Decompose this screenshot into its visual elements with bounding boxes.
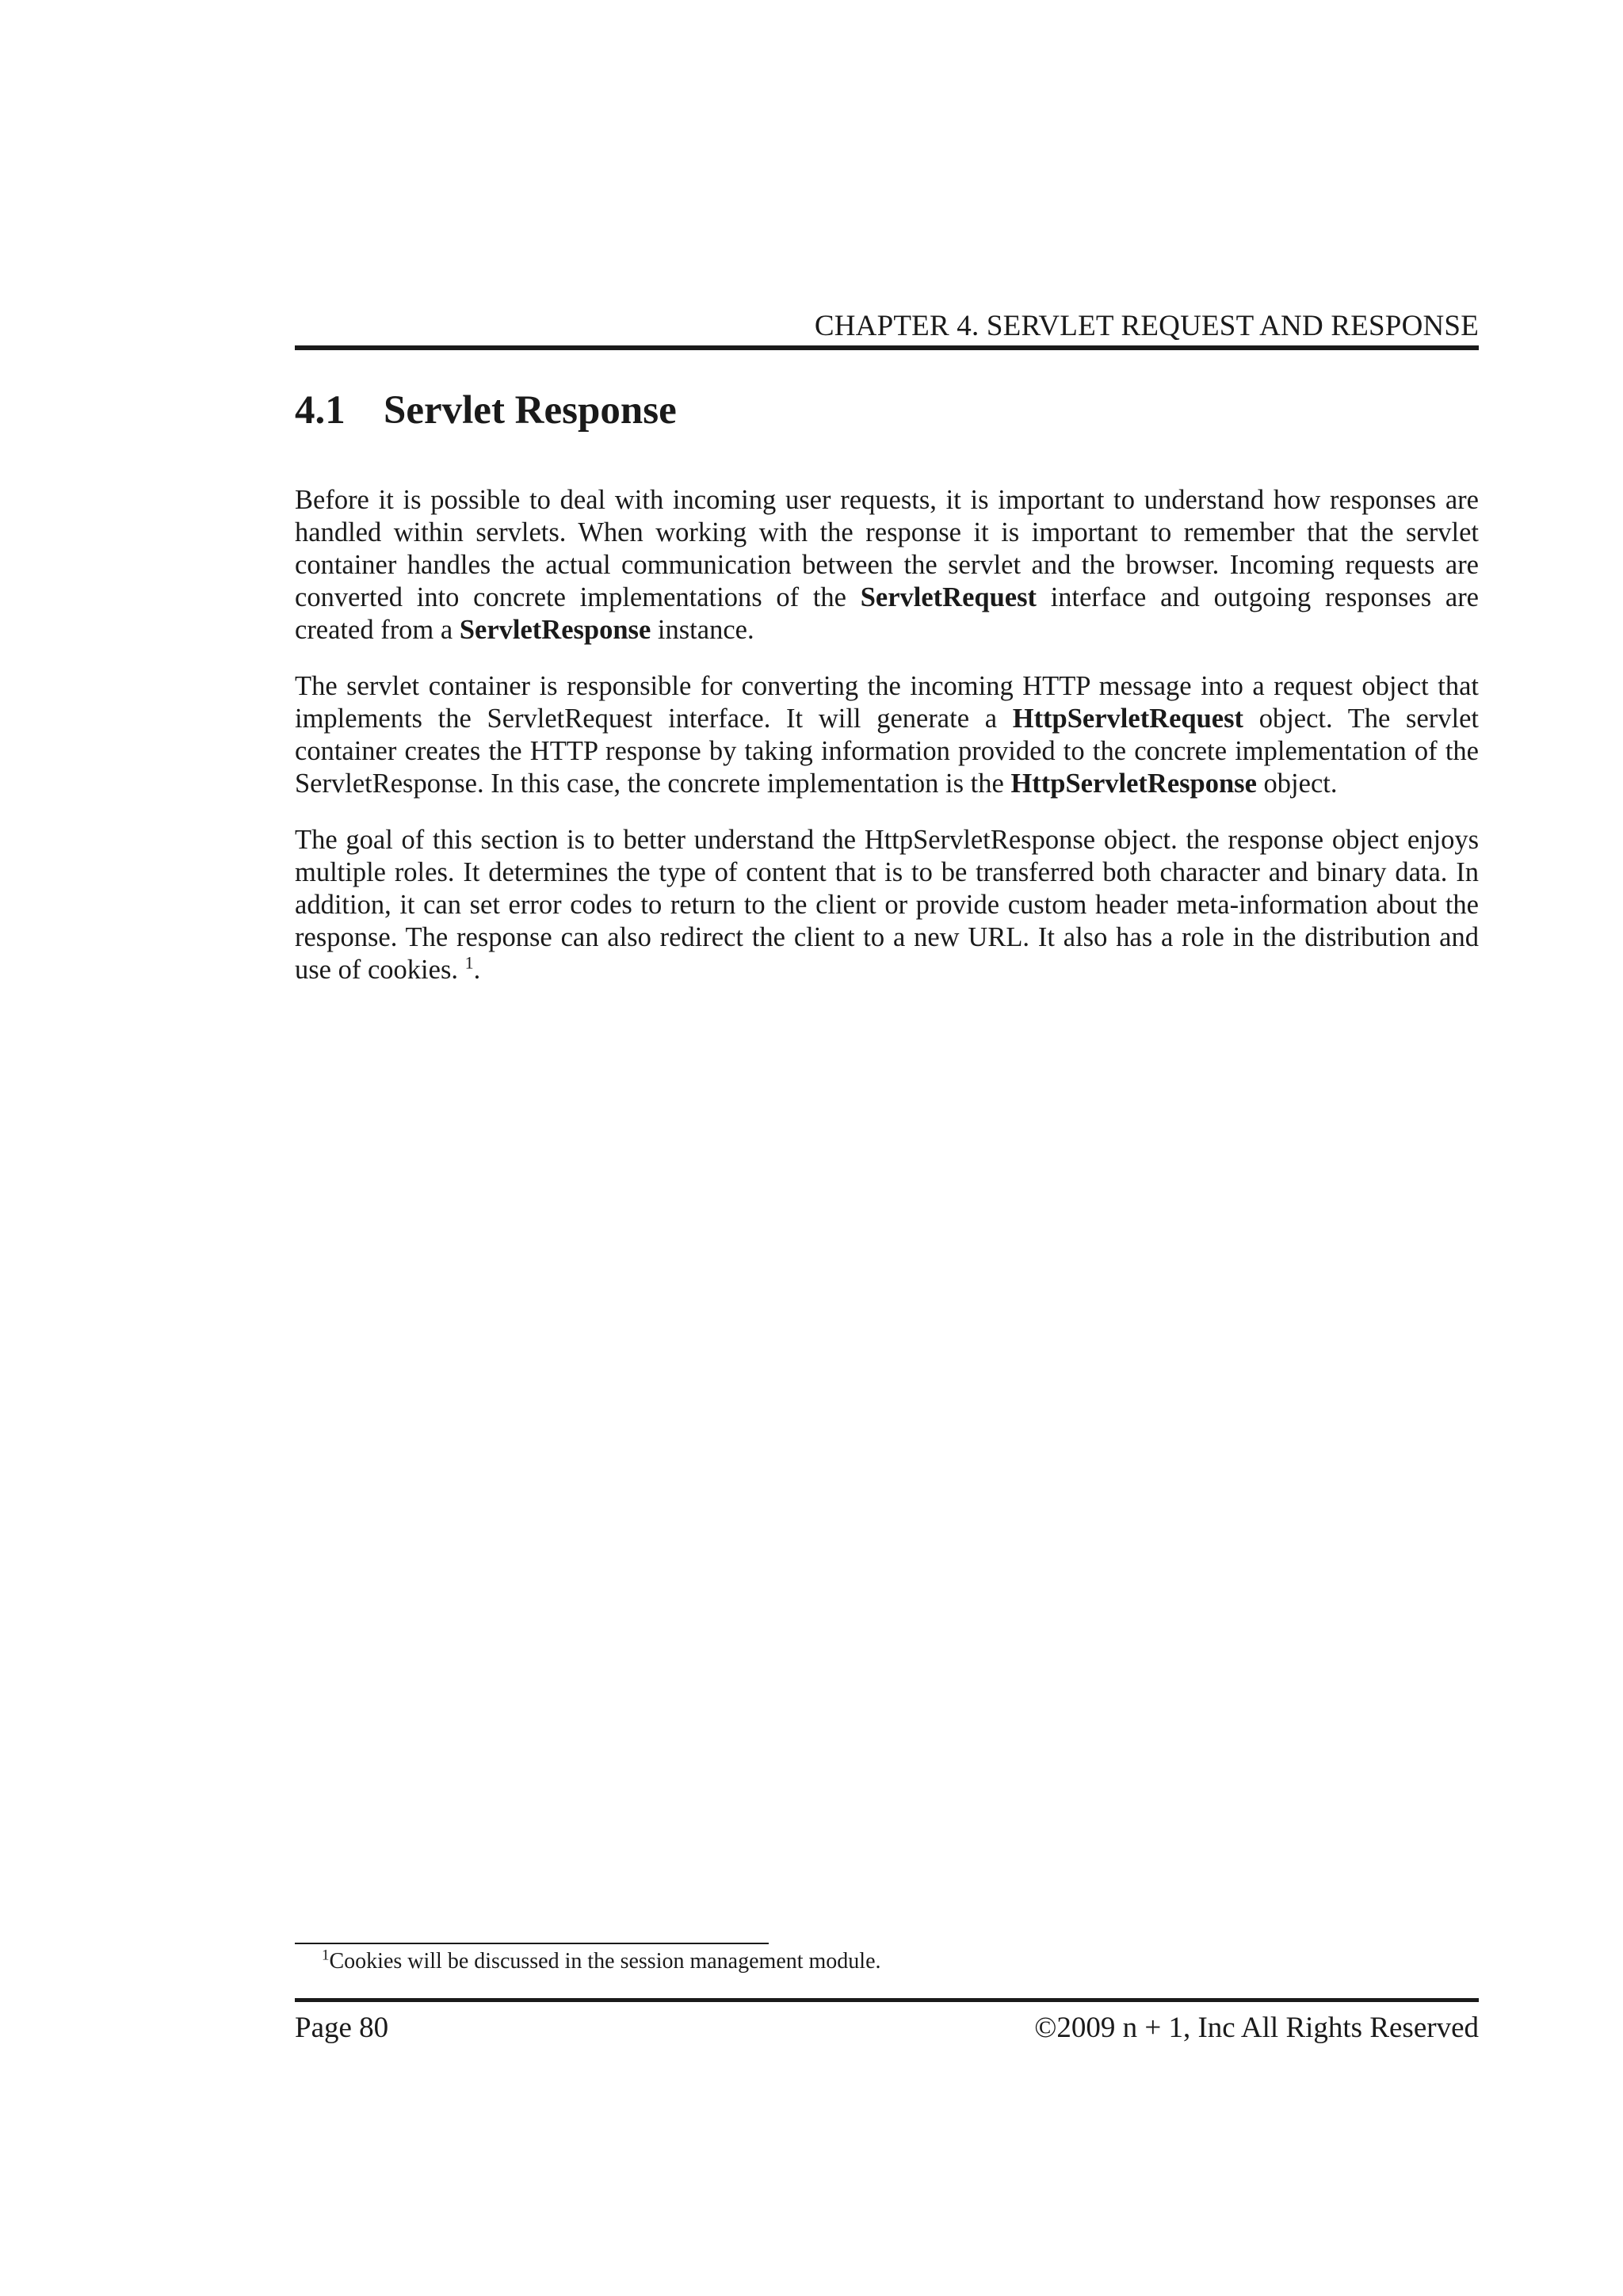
copyright-notice: ©2009 n + 1, Inc All Rights Reserved: [1034, 2012, 1479, 2044]
paragraph-1-text-a: Before it is possible to deal with incoming user requests, it is important to understand how responses are handled within servlets. When working with the response it is important to remember that the servlet container handles the actual communication between the servlet and the browser. Incoming requests are converted into concrete implementations of the: [295, 485, 1479, 612]
footnote-text: Cookies will be discussed in the session management module.: [329, 1949, 881, 1974]
paragraph-1-text-b: interface and outgoing responses are created from a: [295, 582, 1479, 645]
paragraph-2-text-b: object. The servlet container creates the HTTP response by taking information provided to the concrete implementation of the ServletResponse. In this case, the concrete implementation is the: [295, 704, 1479, 799]
paragraph-2-text-a: The servlet container is responsible for converting the incoming HTTP message into a request object that implements the ServletRequest interface. It will generate a: [295, 671, 1479, 734]
header-rule: [295, 345, 1479, 350]
paragraph-3-text-a: The goal of this section is to better understand the HttpServletResponse object. the response object enjoys multiple roles. It determines the type of content that is to be transferred both character and binary data. In addition, it can set error codes to return to the client or provide custom header meta-information about the response. The response can also redirect the client to a new URL. It also has a role in the distribution and use of cookies.: [295, 825, 1479, 985]
section-heading: [295, 387, 677, 434]
http-servlet-response-term: HttpServletResponse: [1010, 769, 1257, 799]
paragraph-3-text-b: .: [473, 955, 481, 985]
running-header: CHAPTER 4. SERVLET REQUEST AND RESPONSE: [814, 310, 1479, 342]
section-title: Servlet Response: [384, 388, 677, 433]
footer-rule: [295, 1998, 1479, 2002]
paragraph-1-text-c: instance.: [651, 615, 754, 645]
servlet-response-term: ServletResponse: [459, 615, 651, 645]
footnote-rule: [295, 1943, 769, 1944]
page-number: Page 80: [295, 2012, 389, 2044]
document-page: [295, 0, 1479, 2296]
footnote-marker: 1: [322, 1947, 330, 1964]
http-servlet-request-term: HttpServletRequest: [1012, 704, 1244, 734]
paragraph-2: [295, 670, 1479, 800]
section-number: 4.1: [295, 388, 346, 433]
footnote: [322, 1947, 881, 1976]
servlet-request-term: ServletRequest: [860, 582, 1037, 612]
paragraph-1: [295, 484, 1479, 646]
body-text: [295, 484, 1479, 1010]
paragraph-2-text-c: object.: [1256, 769, 1338, 799]
paragraph-3: [295, 824, 1479, 986]
footnote-reference[interactable]: 1: [464, 952, 474, 973]
